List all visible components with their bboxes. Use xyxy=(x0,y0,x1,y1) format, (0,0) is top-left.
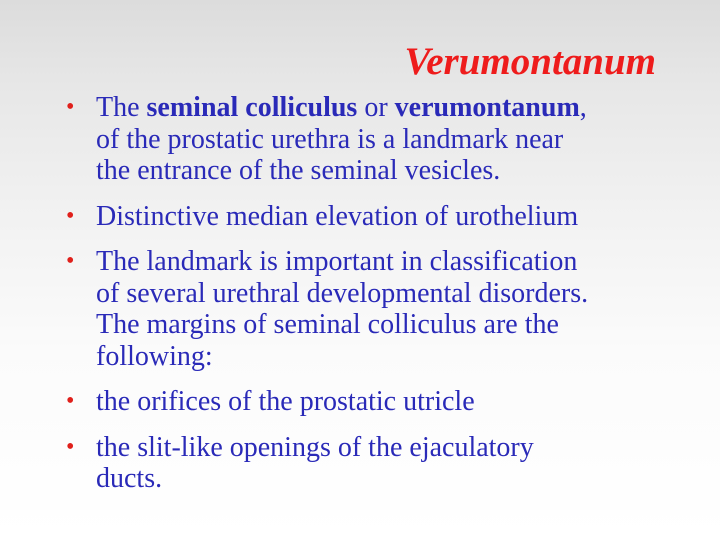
bold-term: verumontanum xyxy=(394,92,580,123)
text-run: The xyxy=(96,92,147,123)
bullet-line: Distinctive median elevation of urothelium xyxy=(96,200,579,232)
bullet-line: of the prostatic urethra is a landmark near xyxy=(96,123,564,155)
bullet-item xyxy=(66,201,706,233)
bullet-line: the entrance of the seminal vesicles. xyxy=(96,155,501,186)
text-run: , xyxy=(579,92,587,123)
bullet-line: The margins of seminal colliculus are the xyxy=(96,309,559,340)
bullet-line: The landmark is important in classification xyxy=(96,246,578,277)
slide-title: Verumontanum xyxy=(404,40,656,83)
text-run: or xyxy=(357,92,395,123)
bullet-item xyxy=(66,432,706,495)
bullet-line: the orifices of the prostatic utricle xyxy=(96,386,475,417)
bullet-dot-icon: • xyxy=(66,433,75,460)
bullet-line: the slit-like openings of the ejaculatory xyxy=(96,431,534,463)
bullet-dot-icon: • xyxy=(66,202,75,229)
bullet-item xyxy=(66,246,706,372)
bullet-line: of several urethral developmental disorders. xyxy=(96,277,589,309)
bullet-dot-icon: • xyxy=(66,94,75,120)
bold-term: seminal colliculus xyxy=(146,92,358,123)
bullet-list xyxy=(66,92,706,509)
bullet-line: ducts. xyxy=(96,463,163,494)
bullet-line xyxy=(96,92,706,124)
bullet-item xyxy=(66,386,706,418)
bullet-dot-icon: • xyxy=(66,388,75,414)
bullet-item xyxy=(66,92,706,187)
bullet-dot-icon: • xyxy=(66,248,75,274)
bullet-line: following: xyxy=(96,340,213,372)
